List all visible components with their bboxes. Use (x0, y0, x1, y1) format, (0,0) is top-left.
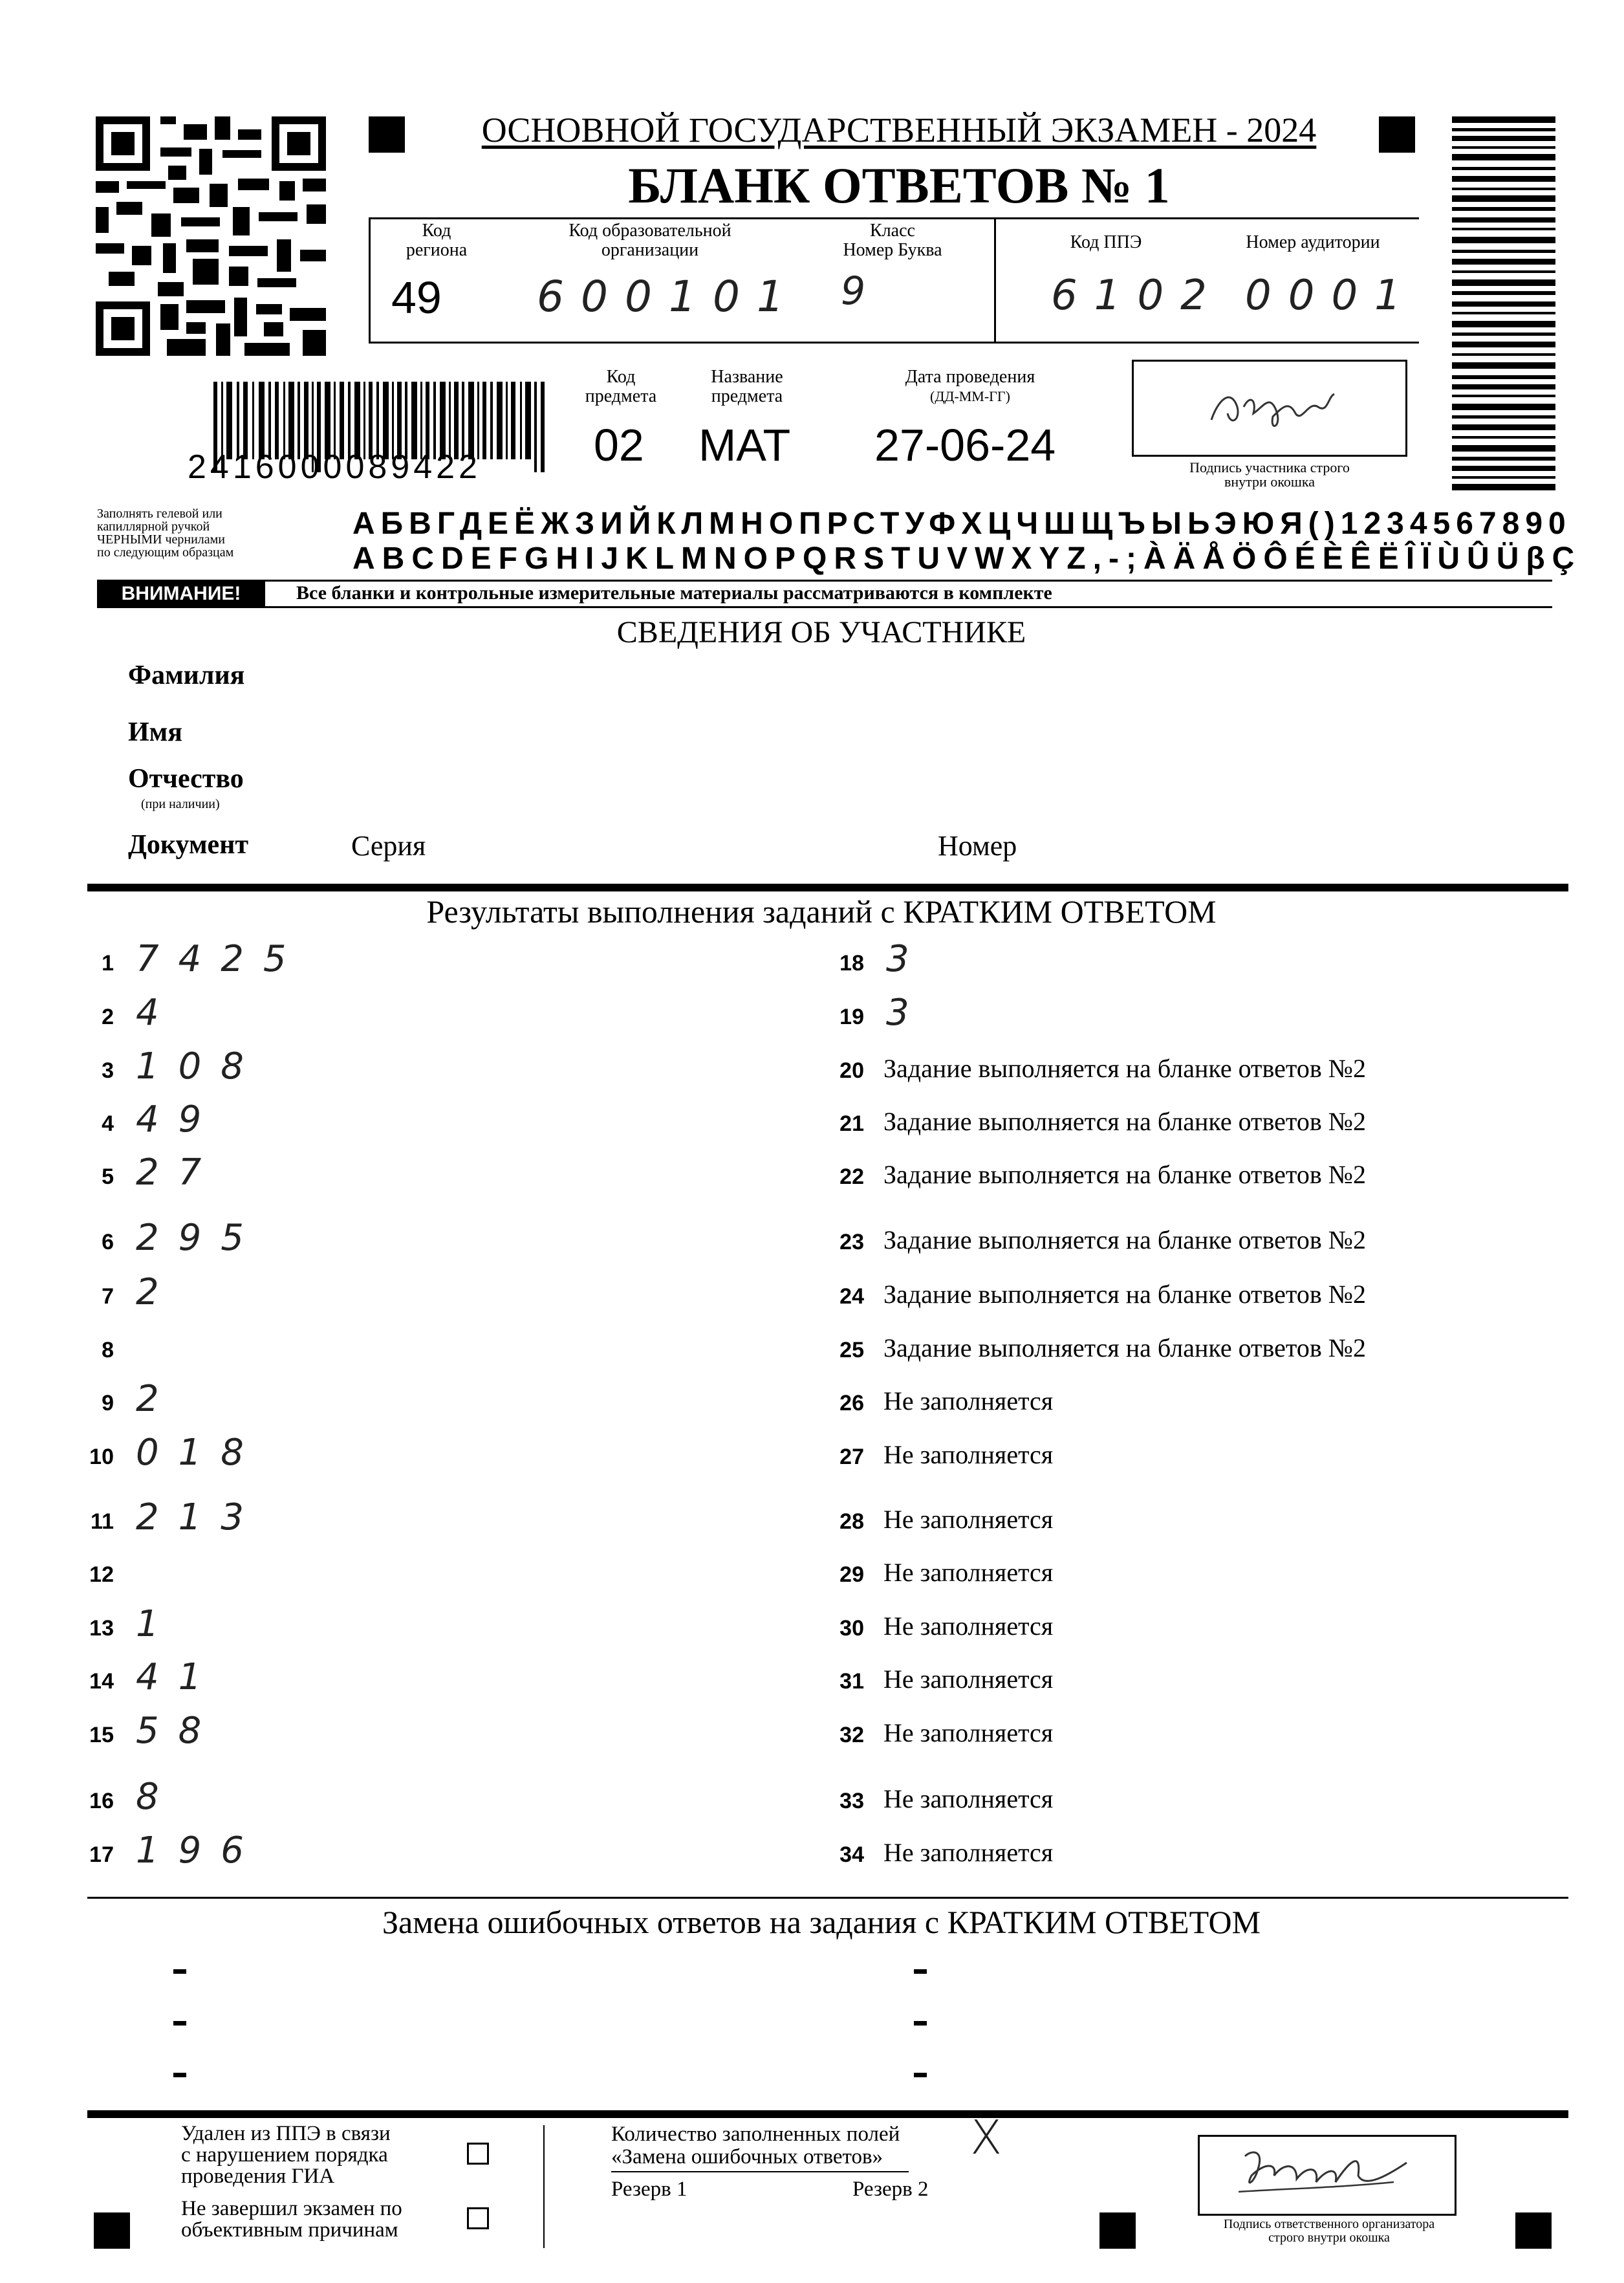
short-answer-field[interactable]: 27 (136, 1152, 221, 1194)
question-number: 18 (839, 951, 864, 976)
question-number: 4 (102, 1111, 114, 1136)
replacement-dash (914, 2073, 927, 2077)
replacement-dash (173, 2021, 186, 2026)
answer-note: Задание выполняется на бланке ответов №2 (883, 1333, 1366, 1362)
short-answer-field[interactable]: 41 (136, 1656, 221, 1698)
short-answer-field[interactable]: 58 (136, 1710, 221, 1752)
short-answer-field[interactable]: 295 (136, 1217, 263, 1259)
participant-section-title: СВЕДЕНИЯ ОБ УЧАСТНИКЕ (616, 615, 1026, 650)
org-value[interactable]: 600101 (537, 272, 801, 322)
question-number: 33 (839, 1789, 864, 1813)
ppe-label: Код ППЭ (1070, 232, 1142, 252)
question-number: 26 (839, 1391, 864, 1415)
answer-note: Не заполняется (883, 1665, 1054, 1694)
short-answer-field[interactable]: 4 (136, 992, 179, 1034)
subject-name-label: Название предмета (711, 367, 783, 406)
header-frame-line (369, 217, 1419, 219)
question-number: 19 (839, 1005, 864, 1029)
subject-code-value: 02 (594, 420, 644, 470)
removed-label: Удален из ППЭ в связи с нарушением порядка проведения ГИА (181, 2122, 391, 2188)
question-number: 2 (102, 1005, 114, 1029)
participant-signature-caption: Подпись участника строго внутри окошка (1189, 459, 1350, 490)
exam-title: ОСНОВНОЙ ГОСУДАРСТВЕННЫЙ ЭКЗАМЕН - 2024 (481, 111, 1317, 149)
answer-note: Не заполняется (883, 1386, 1054, 1415)
question-number: 24 (839, 1284, 864, 1309)
org-label: Код образовательной организации (568, 221, 731, 260)
not-finished-checkbox[interactable] (467, 2207, 489, 2229)
short-answer-field[interactable]: 1 (136, 1603, 179, 1645)
question-number: 6 (102, 1230, 114, 1254)
question-number: 27 (839, 1445, 864, 1469)
header-frame-line (369, 342, 1419, 344)
question-number: 15 (89, 1723, 114, 1747)
marker-square (94, 2212, 130, 2249)
short-answer-field[interactable]: 196 (136, 1830, 263, 1872)
reserve-2-label: Резерв 2 (852, 2178, 929, 2201)
question-number: 12 (89, 1562, 114, 1587)
reserve-1-label: Резерв 1 (611, 2178, 687, 2201)
not-finished-label: Не завершил экзамен по объективным причинам (181, 2197, 402, 2242)
participant-signature-box[interactable] (1132, 360, 1407, 457)
organizer-signature (1200, 2137, 1455, 2214)
question-number: 25 (839, 1338, 864, 1362)
sample-row-1: АБВГДЕЁЖЗИЙКЛМНОПРСТУФХЦЧШЩЪЫЬЭЮЯ()1234567890 (352, 507, 1572, 541)
answer-note: Не заполняется (883, 1558, 1054, 1587)
question-number: 30 (839, 1616, 864, 1641)
short-answer-field[interactable]: 2 (136, 1378, 179, 1420)
ppe-value[interactable]: 6102 (1051, 272, 1224, 320)
question-number: 3 (102, 1058, 114, 1083)
answer-note: Не заполняется (883, 1784, 1054, 1813)
marker-square (369, 116, 405, 153)
replacement-dash (914, 1969, 927, 1974)
question-number: 17 (89, 1842, 114, 1867)
results-section-title: Результаты выполнения заданий с КРАТКИМ ОТВЕТОМ (426, 893, 1217, 930)
replacement-section-title: Замена ошибочных ответов на задания с КРАТКИМ ОТВЕТОМ (382, 1904, 1261, 1940)
marker-square (1515, 2212, 1552, 2249)
barcode-number: 2416000089422 (188, 448, 481, 486)
answer-note: Задание выполняется на бланке ответов №2 (883, 1225, 1366, 1254)
answer-note: Не заполняется (883, 1505, 1054, 1534)
question-number: 8 (102, 1338, 114, 1362)
date-value: 27-06-24 (874, 420, 1056, 470)
subject-name-value: МАТ (698, 420, 791, 470)
side-barcode (1452, 116, 1555, 492)
count-value[interactable]: X (970, 2110, 1002, 2165)
date-format: (ДД-ММ-ГГ) (930, 388, 1010, 404)
count-underline (611, 2171, 909, 2172)
question-number: 11 (91, 1509, 114, 1534)
organizer-signature-box[interactable] (1198, 2135, 1456, 2216)
series-label: Серия (351, 830, 426, 862)
patronymic-note: (при наличии) (141, 797, 220, 811)
question-number: 21 (839, 1111, 864, 1136)
replacement-dash (173, 1969, 186, 1974)
region-label: Код региона (406, 221, 468, 260)
short-answer-field[interactable]: 108 (136, 1045, 263, 1087)
short-answer-field[interactable]: 018 (136, 1432, 263, 1474)
short-answer-field[interactable]: 3 (886, 992, 929, 1034)
question-number: 7 (102, 1284, 114, 1309)
class-label: Класс Номер Буква (843, 221, 942, 260)
question-number: 22 (839, 1164, 864, 1189)
marker-square (1379, 116, 1415, 153)
answer-note: Задание выполняется на бланке ответов №2 (883, 1160, 1366, 1189)
marker-square (1099, 2212, 1136, 2249)
question-number: 10 (89, 1445, 114, 1469)
answer-note: Не заполняется (883, 1440, 1054, 1469)
question-number: 20 (839, 1058, 864, 1083)
sample-row-2: ABCDEFGHIJKLMNOPQRSTUVWXYZ,-;ÀÄÅÖÔÉÈÊËÎÏÙÛÜβÇ (352, 541, 1582, 576)
region-value: 49 (391, 272, 442, 323)
question-number: 23 (839, 1230, 864, 1254)
form-title: БЛАНК ОТВЕТОВ № 1 (628, 157, 1170, 213)
answer-note: Не заполняется (883, 1718, 1054, 1747)
footer-divider (87, 2110, 1568, 2118)
auditorium-label: Номер аудитории (1246, 232, 1380, 252)
date-label: Дата проведения (905, 367, 1035, 387)
question-number: 1 (102, 951, 114, 976)
surname-label: Фамилия (128, 661, 245, 690)
question-number: 34 (839, 1842, 864, 1867)
short-answer-field[interactable]: 3 (886, 938, 929, 980)
auditorium-value[interactable]: 0001 (1245, 272, 1418, 320)
document-label: Документ (128, 830, 249, 860)
answer-note: Задание выполняется на бланке ответов №2 (883, 1107, 1366, 1136)
header-frame-line (369, 217, 371, 344)
qr-code (96, 116, 326, 356)
section-divider (87, 884, 1568, 891)
count-label: Количество заполненных полей «Замена ошибочных ответов» (611, 2123, 900, 2168)
short-answer-field[interactable]: 49 (136, 1098, 221, 1141)
footer-vertical-divider (543, 2125, 545, 2248)
question-number: 9 (102, 1391, 114, 1415)
question-number: 5 (102, 1164, 114, 1189)
class-value[interactable]: 9 (841, 268, 883, 314)
question-number: 14 (89, 1669, 114, 1694)
question-number: 31 (839, 1669, 864, 1694)
replacement-dash (173, 2073, 186, 2077)
short-answer-field[interactable]: 7425 (136, 938, 306, 980)
removed-checkbox[interactable] (467, 2143, 489, 2165)
question-number: 28 (839, 1509, 864, 1534)
answer-note: Не заполняется (883, 1838, 1054, 1867)
question-number: 13 (89, 1616, 114, 1641)
short-answer-field[interactable]: 2 (136, 1271, 179, 1313)
question-number: 29 (839, 1562, 864, 1587)
short-answer-field[interactable]: 213 (136, 1496, 263, 1538)
participant-signature (1134, 362, 1405, 455)
header-frame-line (994, 217, 996, 344)
question-number: 16 (89, 1789, 114, 1813)
answer-note: Задание выполняется на бланке ответов №2 (883, 1054, 1366, 1083)
results-bottom-line (87, 1897, 1568, 1899)
short-answer-field[interactable]: 8 (136, 1776, 179, 1818)
number-label: Номер (938, 830, 1017, 862)
answer-note: Задание выполняется на бланке ответов №2 (883, 1280, 1366, 1309)
answer-note: Не заполняется (883, 1611, 1054, 1641)
replacement-dash (914, 2021, 927, 2026)
attention-label: ВНИМАНИЕ! (97, 580, 265, 608)
fill-hint: Заполнять гелевой или капиллярной ручкой ЧЕРНЫМИ чернилами по следующим образцам (97, 507, 234, 560)
question-number: 32 (839, 1723, 864, 1747)
subject-code-label: Код предмета (585, 367, 657, 406)
organizer-signature-caption: Подпись ответственного организатора строго внутри окошка (1223, 2217, 1435, 2245)
name-label: Имя (128, 717, 182, 747)
attention-text: Все бланки и контрольные измерительные материалы рассматриваются в комплекте (296, 582, 1052, 604)
patronymic-label: Отчество (128, 764, 244, 794)
